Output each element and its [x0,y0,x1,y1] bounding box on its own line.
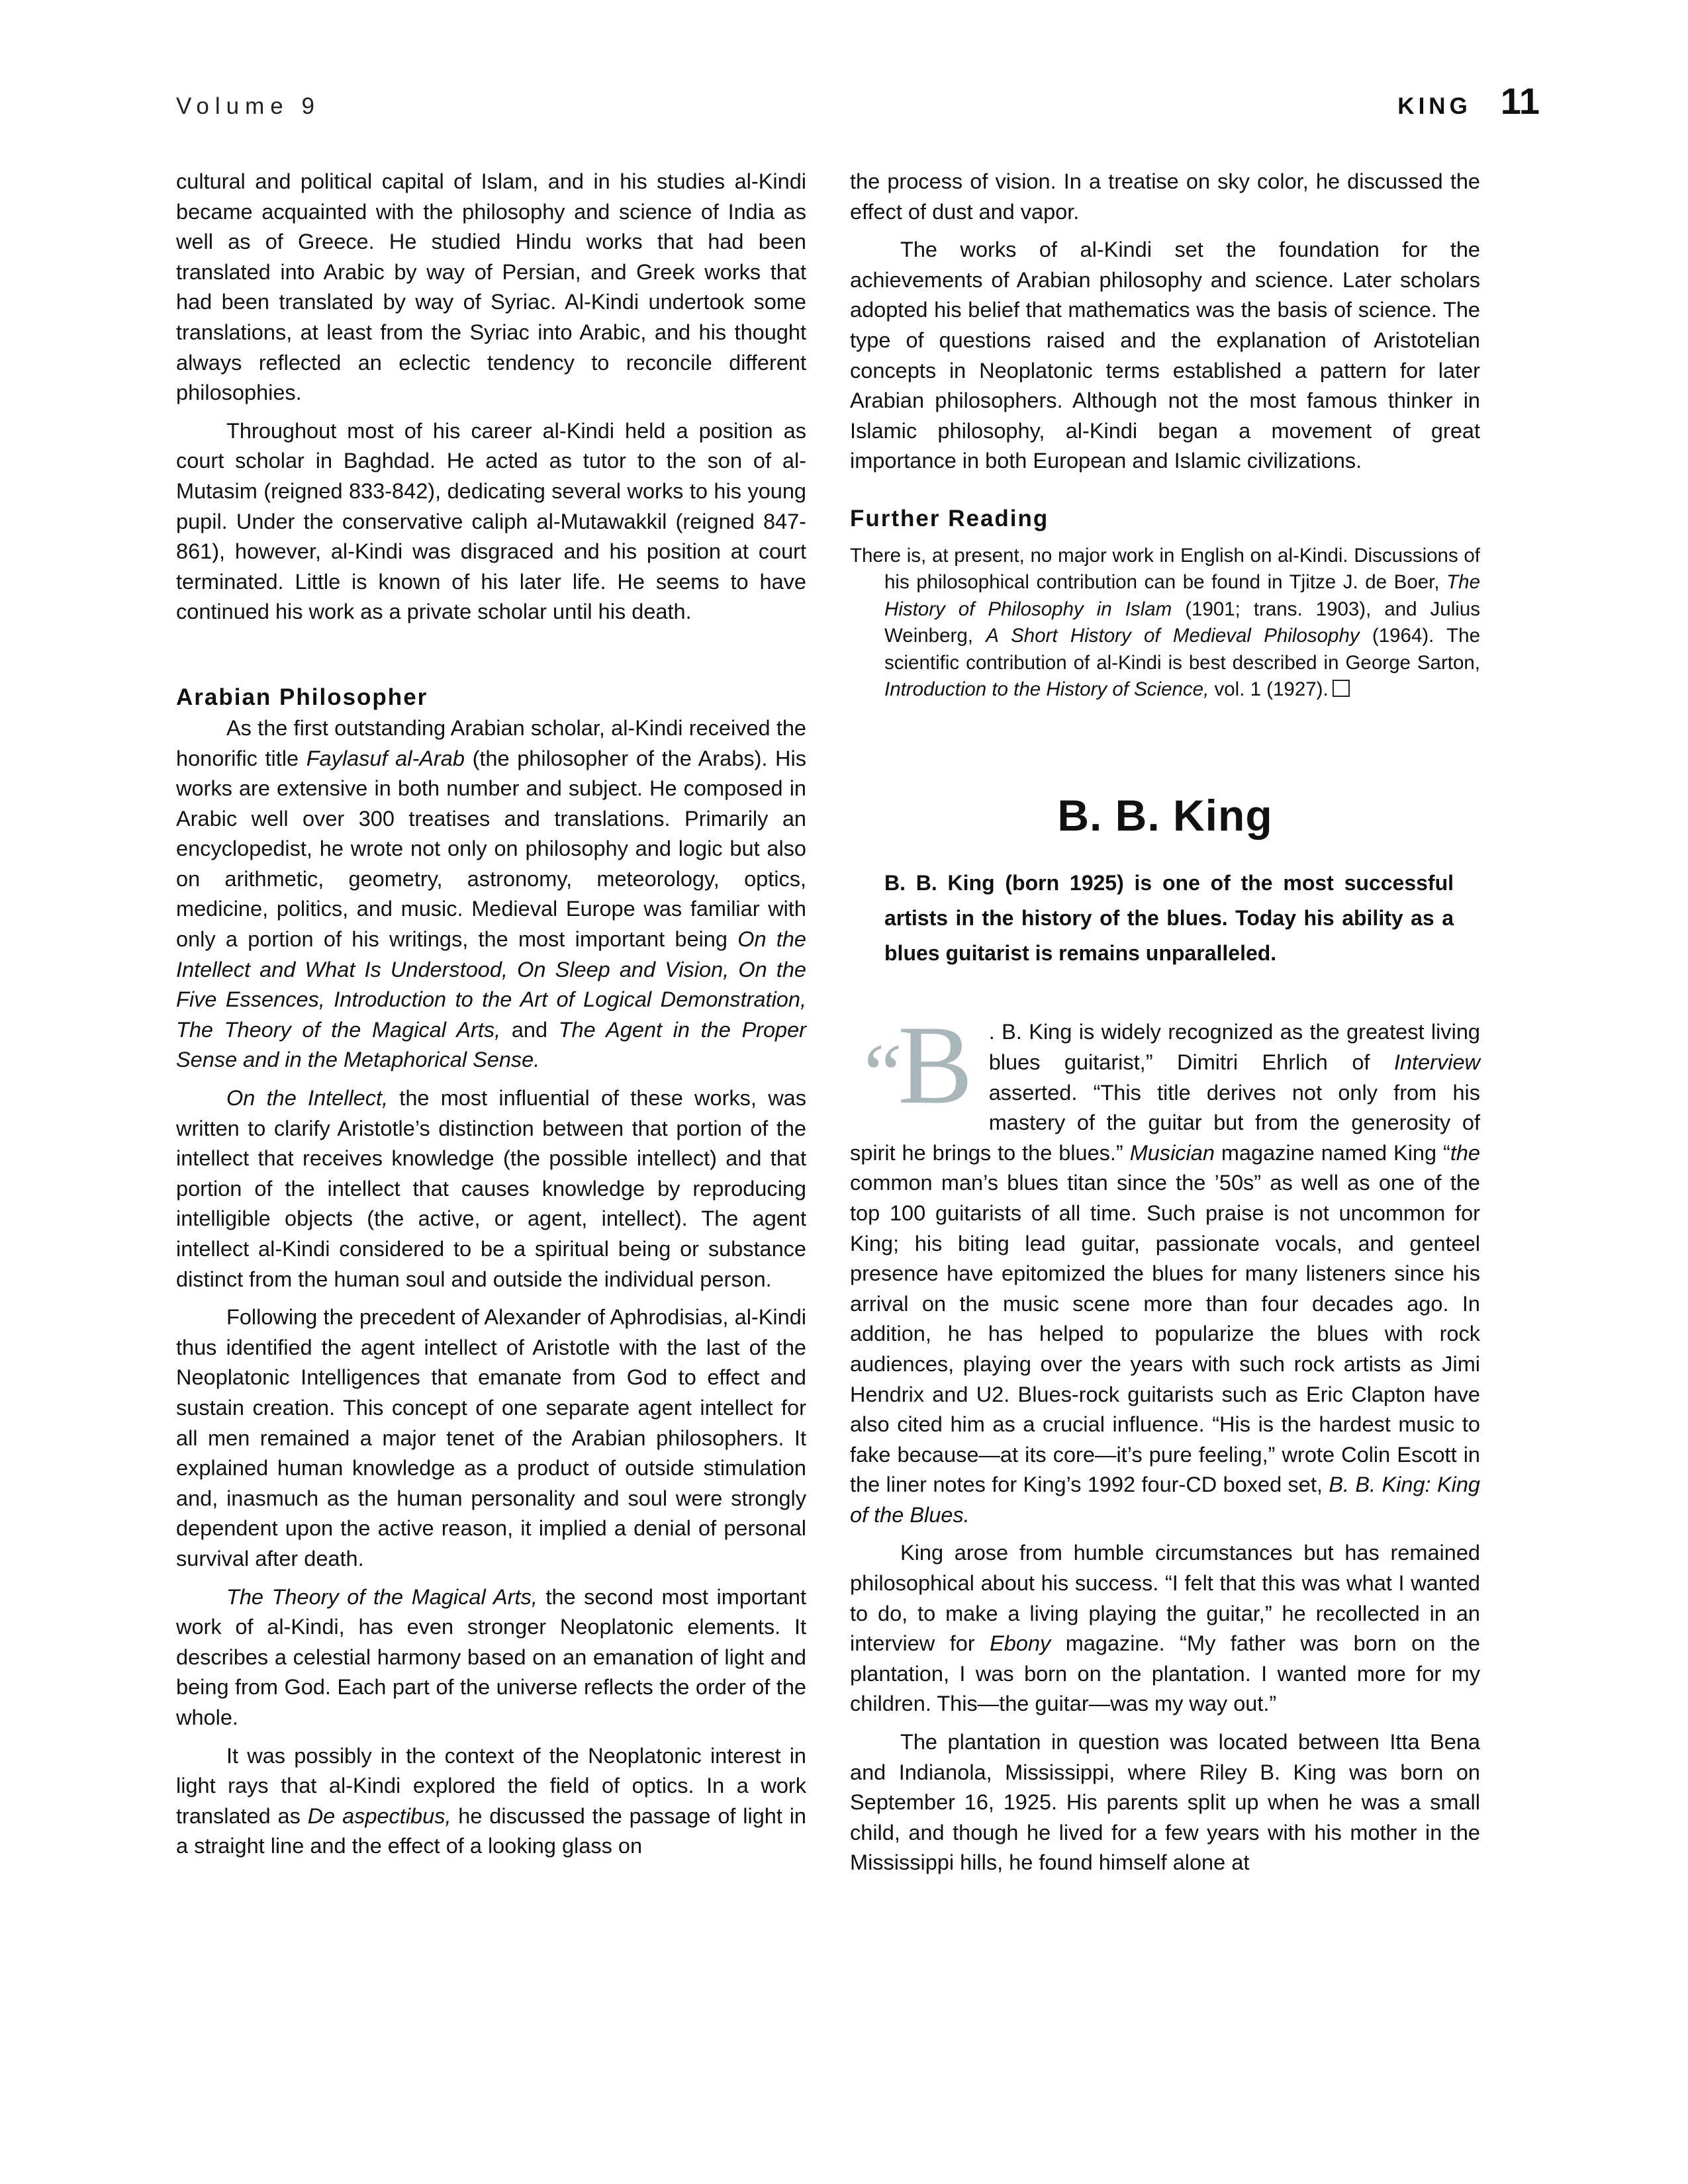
paragraph: Following the precedent of Alexander of Aphrodisias, al-Kindi thus identified the agent intellect of Aristotle with the last of the Neoplatonic Intelligences that emanate from God to effect and sustain creation. This concept of one separate agent intellect for all men remained a major tenet of the Arabian philosophers. It explained human knowledge as a product of outside stimulation and, inasmuch as the human personality and soul were strongly dependent upon the active reason, it implied a denial of personal survival after death. [176,1305,806,1570]
volume-label: Volume 9 [176,93,320,119]
paragraph: The works of al-Kindi set the foundation for the achievements of Arabian philosophy and science. Later scholars adopted his belief that mathematics was the basis of science. The type of questions raised and the explanation of Aristotelian concepts in Neoplatonic terms established a pattern for later Arabian philosophers. Although not the most famous thinker in Islamic philosophy, al-Kindi began a movement of great importance in both European and Islamic civilizations. [850,238,1480,473]
page-number: 11 [1500,80,1540,122]
paragraph: King arose from humble circumstances but has remained philosophical about his success. “I felt that this was what I wanted to do, to make a living playing the guitar,” he recollected in an interview for Ebony magazine. “My father was born on the plantation, I was born on the plantation. I wanted more for my children. This—the guitar—was my way out.” [850,1541,1480,1716]
paragraph: cultural and political capital of Islam, and in his studies al-Kindi became acquainted with the philosophy and science of India as well as of Greece. He studied Hindu works that had been translated into Arabic by way of Persian, and Greek works that had been translated by way of Syriac. Al-Kindi undertook some translations, at least from the Syriac into Arabic, and his thought always reflected an eclectic tendency to reconcile different philosophies. [176,169,806,405]
paragraph: Throughout most of his career al-Kindi held a position as court scholar in Baghdad. He acted as tutor to the son of al-Mutasim (reigned 833-842), dedicating several works to his young pupil. Under the conservative caliph al-Mutawakkil (reigned 847-861), however, al-Kindi was disgraced and his position at court terminated. Little is known of his later life. He seems to have continued his work as a private scholar until his death. [176,418,806,624]
paragraph: It was possibly in the context of the Neoplatonic interest in light rays that al-Kindi explored the field of optics. In a work translated as De aspectibus, he discussed the passage of light in a straight line and the effect of a looking glass on [176,1743,806,1858]
left-column [176,167,806,1862]
running-title: KING [1397,93,1472,119]
section-heading: Arabian Philosopher [176,684,428,710]
running-header [176,79,1540,126]
article-body [850,1003,1480,1878]
end-mark-icon [1333,680,1350,697]
paragraph: On the Intellect, the most influential of these works, was written to clarify Aristotle’s distinction between that portion of the intellect that receives knowledge (the possible intellect) and that portion of the intellect that causes knowledge by reproducing intelligible objects (the active, or agent, intellect). The agent intellect al-Kindi considered to be a spiritual being or substance distinct from the human soul and outside the individual person. [176,1086,806,1291]
drop-cap: “B [855,1003,973,1128]
section-heading: Further Reading [850,505,1049,531]
paragraph: the process of vision. In a treatise on sky color, he discussed the effect of dust and vapor. [850,169,1480,224]
paragraph: “B . B. King is widely recognized as the greatest living blues guitarist,” Dimitri Ehrlich of Interview asserted. “This title derives not only from his mastery of the guitar but from the generosity of spirit he brings to the blues.” Musician magazine named King “the common man’s blues titan since the ’50s” as well as one of the top 100 guitarists of all time. Such praise is not uncommon for King; his biting lead guitar, passionate vocals, and genteel presence have epitomized the blues for many listeners since his arrival on the music scene more than four decades ago. In addition, he has helped to popularize the blues with rock audiences, playing over the years with such rock artists as Jimi Hendrix and U2. Blues-rock guitarists such as Eric Clapton have also cited him as a crucial influence. “His is the hardest music to fake because—at its core—it’s pure feeling,” wrote Colin Escott in the liner notes for King’s 1992 four-CD boxed set, B. B. King: King of the Blues. [850,1003,1480,1527]
further-reading: There is, at present, no major work in English on al-Kindi. Discussions of his philosophical contribution can be found in Tjitze J. de Boer, The History of Philosophy in Islam (1901; trans. 1903), and Julius Weinberg, A Short History of Medieval Philosophy (1964). The scientific contribution of al-Kindi is best described in George Sarton, Introduction to the History of Science, vol. 1 (1927). [850,544,1480,700]
right-column [850,167,1480,1878]
paragraph: The plantation in question was located between Itta Bena and Indianola, Mississippi, where Riley B. King was born on September 16, 1925. His parents split up when he was a small child, and though he lived for a few years with his mother in the Mississippi hills, he found himself alone at [850,1730,1480,1875]
article-title: B. B. King [1057,791,1273,841]
header-right [1397,79,1540,122]
article-abstract: B. B. King (born 1925) is one of the most successful artists in the history of the blues. Today his ability as a blues guitarist is remains unparalleled. [884,871,1454,966]
paragraph: As the first outstanding Arabian scholar, al-Kindi received the honorific title Faylasuf al-Arab (the philosopher of the Arabs). His works are extensive in both number and subject. He composed in Arabic well over 300 treatises and translations. Primarily an encyclopedist, he wrote not only on philosophy and logic but also on arithmetic, geometry, astronomy, meteorology, optics, medicine, politics, and music. Medieval Europe was familiar with only a portion of his writings, the most important being On the Intellect and What Is Understood, On Sleep and Vision, On the Five Essences, Introduction to the Art of Logical Demonstration, The Theory of the Magical Arts, and The Agent in the Proper Sense and in the Metaphorical Sense. [176,715,806,1072]
paragraph: The Theory of the Magical Arts, the second most important work of al-Kindi, has even stronger Neoplatonic elements. It describes a celestial harmony based on an emanation of light and being from God. Each part of the universe reflects the order of the whole. [176,1584,806,1729]
